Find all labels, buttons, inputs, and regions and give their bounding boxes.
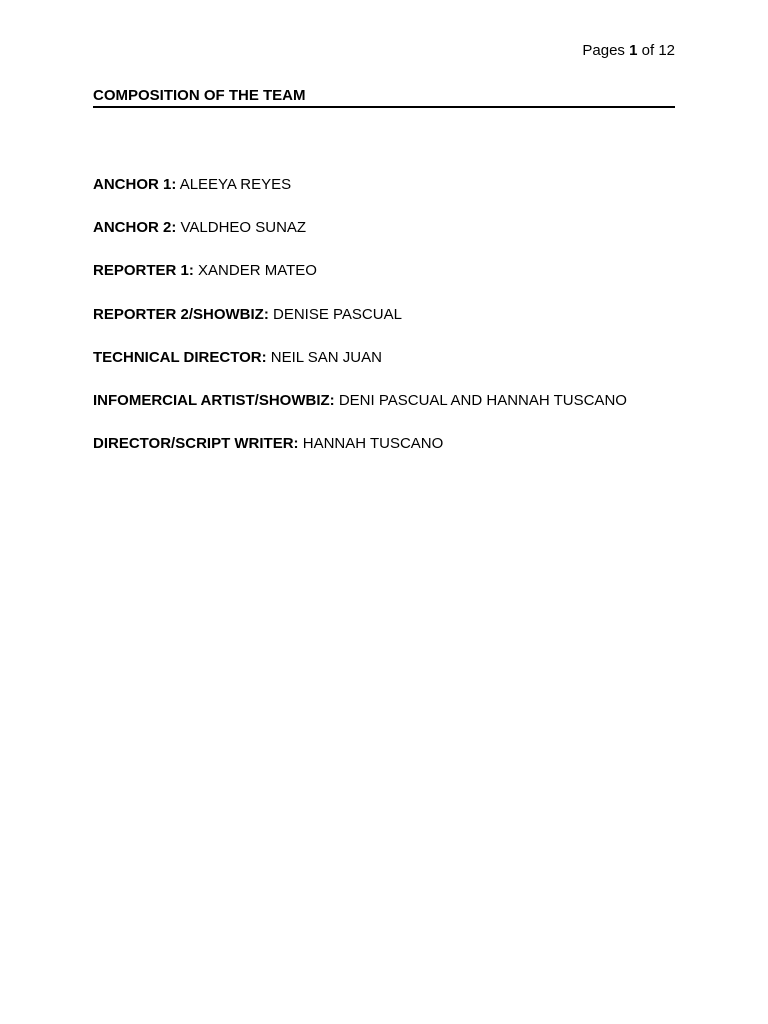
roster-role: ANCHOR 2:: [93, 219, 177, 237]
roster-name: HANNAH TUSCANO: [302, 435, 444, 453]
roster-item: [93, 219, 627, 237]
page-number: [582, 42, 675, 60]
roster-name: DENI PASCUAL AND HANNAH TUSCANO: [338, 391, 627, 409]
roster-item: [93, 349, 627, 367]
roster-name: NEIL SAN JUAN: [270, 348, 382, 366]
page-current: 1: [629, 42, 638, 59]
team-roster: [93, 176, 627, 478]
roster-role: REPORTER 1:: [93, 262, 194, 280]
roster-item: [93, 435, 627, 453]
page-label: Pages: [582, 42, 625, 59]
roster-name: XANDER MATEO: [198, 262, 317, 280]
roster-item: [93, 306, 627, 324]
roster-role: INFOMERCIAL ARTIST/SHOWBIZ:: [93, 391, 335, 409]
roster-role: DIRECTOR/SCRIPT WRITER:: [93, 435, 299, 453]
page-of: of: [641, 42, 655, 59]
roster-role: TECHNICAL DIRECTOR:: [93, 348, 267, 366]
roster-item: [93, 176, 627, 194]
roster-name: DENISE PASCUAL: [273, 305, 402, 323]
roster-item: [93, 262, 627, 280]
roster-role: REPORTER 2/SHOWBIZ:: [93, 305, 269, 323]
roster-name: VALDHEO SUNAZ: [180, 219, 307, 237]
section-heading: COMPOSITION OF THE TEAM: [93, 87, 675, 108]
roster-role: ANCHOR 1:: [93, 176, 177, 193]
page-total: 12: [658, 42, 675, 59]
roster-name: ALEEYA REYES: [179, 176, 292, 193]
roster-item: [93, 392, 627, 410]
